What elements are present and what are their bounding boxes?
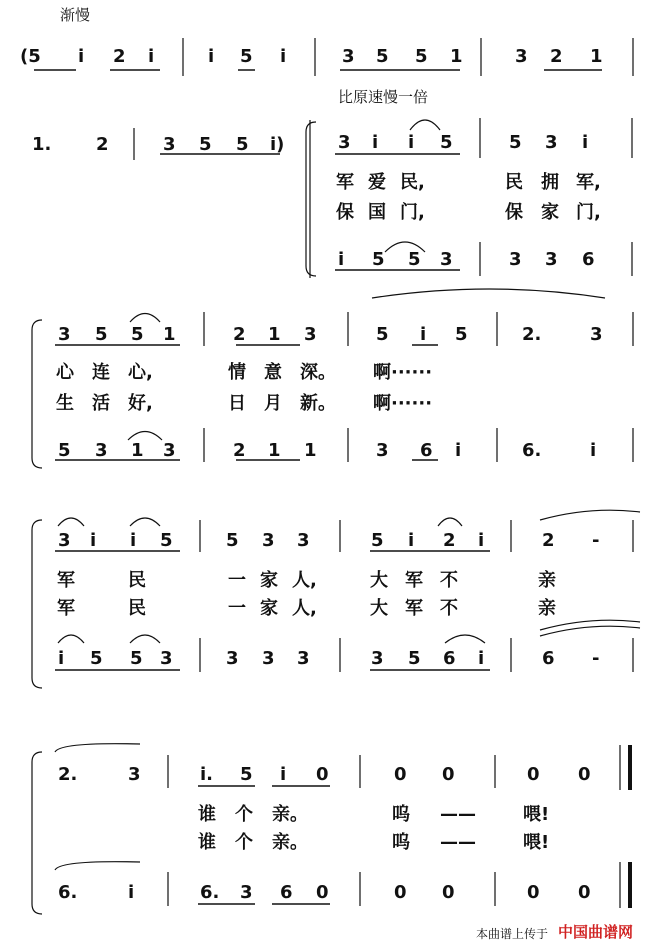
- s2-lower-note: 5: [372, 249, 385, 270]
- s4-lower-note: 3: [226, 648, 239, 669]
- s3-lyric1: 情: [228, 362, 246, 383]
- s4-lyric1: 大: [370, 570, 388, 591]
- s2-lyric2: 门,: [400, 202, 425, 223]
- s2-upper-note: i: [582, 132, 589, 153]
- s5-lyric1: 谁: [198, 804, 216, 825]
- s4-lyric1: 亲: [538, 570, 556, 591]
- s2-intro-note: 1.: [32, 134, 52, 155]
- s2-lyric1: 军,: [576, 172, 601, 193]
- s3-lyric2: 好,: [128, 393, 153, 414]
- s5-upper-note: i.: [200, 764, 214, 785]
- s4-lower-note: 6: [443, 648, 456, 669]
- s2-upper-note: i: [408, 132, 415, 153]
- s4-lyric1: 民: [128, 570, 146, 591]
- s5-lyric1: 亲。: [272, 804, 308, 825]
- s2-lyric2: 国: [368, 202, 386, 223]
- s3-upper-note: 3: [304, 324, 317, 345]
- s3-upper-note: 3: [590, 324, 603, 345]
- s2-lyric2: 家: [541, 202, 559, 223]
- s3-lower-note: 1: [131, 440, 144, 461]
- s2-lyric1: 拥: [541, 172, 559, 193]
- s3-lyric2: 活: [92, 393, 110, 414]
- s5-lower-note: 6.: [200, 882, 220, 903]
- s3-lyric2: 日: [228, 393, 246, 414]
- s4-lower-note: 3: [160, 648, 173, 669]
- s1-note: (5: [20, 46, 41, 67]
- s5-upper-note: 0: [394, 764, 407, 785]
- s3-upper-note: 1: [163, 324, 176, 345]
- s5-lower-note: 0: [527, 882, 540, 903]
- s3-lyric1: 意: [264, 362, 282, 383]
- s1-note: i: [280, 46, 287, 67]
- s3-lyric2: 新。: [300, 393, 336, 414]
- s2-lower-note: i: [338, 249, 345, 270]
- s4-lower-note: 5: [130, 648, 143, 669]
- s2-lower-note: 3: [509, 249, 522, 270]
- s3-upper-note: 5: [455, 324, 468, 345]
- s5-lyric2: 亲。: [272, 832, 308, 853]
- s4-lyric2: 家: [260, 598, 278, 619]
- s4-upper-note: 5: [371, 530, 384, 551]
- s3-lower-note: 1: [304, 440, 317, 461]
- s1-note: 3: [342, 46, 355, 67]
- s3-lower-note: 5: [58, 440, 71, 461]
- s1-note: 5: [240, 46, 253, 67]
- s4-lyric1: 人,: [292, 570, 317, 591]
- s4-lyric2: 大: [370, 598, 388, 619]
- s4-upper-note: 5: [226, 530, 239, 551]
- s2-intro-note: 5: [236, 134, 249, 155]
- s4-lyric1: 家: [260, 570, 278, 591]
- s5-lyric1: ——: [440, 804, 476, 825]
- s3-upper-note: 2.: [522, 324, 542, 345]
- s4-lyric2: 亲: [538, 598, 556, 619]
- s2-lyric2: 保: [505, 202, 523, 223]
- s1-note: 2: [113, 46, 126, 67]
- s4-lower-note: 5: [90, 648, 103, 669]
- s2-lyric2: 保: [336, 202, 354, 223]
- s4-upper-note: 2: [542, 530, 555, 551]
- s5-lower-note: 6: [280, 882, 293, 903]
- s4-lyric2: 军: [57, 598, 75, 619]
- site-logo: 中国曲谱网: [558, 923, 634, 941]
- s5-lower-note: 0: [316, 882, 329, 903]
- s5-lyric1: 个: [235, 804, 253, 825]
- s5-lyric2: 喂!: [523, 832, 550, 853]
- s5-lyric2: 个: [235, 832, 253, 853]
- s2-intro-note: 2: [96, 134, 109, 155]
- s4-lyric2: 不: [440, 598, 458, 619]
- s4-upper-note: 3: [58, 530, 71, 551]
- s4-lower-note: 3: [262, 648, 275, 669]
- s5-upper-note: 0: [442, 764, 455, 785]
- s4-upper-note: -: [592, 530, 600, 551]
- s5-upper-note: 0: [527, 764, 540, 785]
- s5-lower-note: i: [128, 882, 135, 903]
- s4-lower-note: i: [478, 648, 485, 669]
- s5-lyric1: 呜: [392, 804, 410, 825]
- s4-lower-note: -: [592, 648, 600, 669]
- s4-lyric1: 不: [440, 570, 458, 591]
- s5-lower-note: 3: [240, 882, 253, 903]
- s3-lyric2: 月: [264, 393, 282, 414]
- s2-lyric1: 民,: [400, 172, 425, 193]
- s1-note: 2: [550, 46, 563, 67]
- s5-lower-note: 0: [442, 882, 455, 903]
- s4-lower-note: 5: [408, 648, 421, 669]
- s4-upper-note: i: [130, 530, 137, 551]
- footer-credit: 本曲谱上传于: [476, 927, 549, 941]
- s4-lyric1: 军: [405, 570, 423, 591]
- s4-lyric1: 军: [57, 570, 75, 591]
- s2-upper-note: 5: [509, 132, 522, 153]
- s1-note: 5: [376, 46, 389, 67]
- s4-lower-note: 3: [371, 648, 384, 669]
- s2-upper-note: 3: [545, 132, 558, 153]
- s3-lyric1: 心: [56, 362, 74, 383]
- s3-lower-note: 3: [163, 440, 176, 461]
- s2-intro-note: 3: [163, 134, 176, 155]
- s4-lyric2: 人,: [292, 598, 317, 619]
- s3-lower-note: 3: [95, 440, 108, 461]
- s2-lower-note: 3: [440, 249, 453, 270]
- s5-upper-note: 5: [240, 764, 253, 785]
- s2-intro-note: i): [270, 134, 285, 155]
- s3-upper-note: 5: [95, 324, 108, 345]
- s3-upper-note: 3: [58, 324, 71, 345]
- s2-lower-note: 5: [408, 249, 421, 270]
- s4-lyric2: 军: [405, 598, 423, 619]
- s4-upper-note: i: [478, 530, 485, 551]
- s1-note: 5: [415, 46, 428, 67]
- s4-lyric2: 一: [228, 598, 246, 619]
- s3-lyric2: 啊······: [373, 393, 433, 414]
- s5-lyric1: 喂!: [523, 804, 550, 825]
- s3-lyric2: 生: [56, 393, 74, 414]
- s5-upper-note: 0: [578, 764, 591, 785]
- s4-upper-note: 3: [297, 530, 310, 551]
- s4-lower-note: i: [58, 648, 65, 669]
- s1-note: i: [148, 46, 155, 67]
- s3-lower-note: i: [590, 440, 597, 461]
- s4-upper-note: i: [90, 530, 97, 551]
- s2-lyric2: 门,: [576, 202, 601, 223]
- s4-lower-note: 6: [542, 648, 555, 669]
- s5-lyric2: 呜: [392, 832, 410, 853]
- s3-lyric1: 深。: [300, 362, 336, 383]
- s3-lower-note: 6: [420, 440, 433, 461]
- s5-lyric2: 谁: [198, 832, 216, 853]
- s3-lower-note: 1: [268, 440, 281, 461]
- s1-note: i: [208, 46, 215, 67]
- s3-lower-note: i: [455, 440, 462, 461]
- s4-upper-note: 5: [160, 530, 173, 551]
- s2-lyric1: 军: [336, 172, 354, 193]
- s4-lyric1: 一: [228, 570, 246, 591]
- s2-upper-note: 3: [338, 132, 351, 153]
- s5-upper-note: 0: [316, 764, 329, 785]
- tempo-change: 比原速慢一倍: [338, 88, 429, 106]
- s3-lyric1: 啊······: [373, 362, 433, 383]
- s2-lyric1: 民: [505, 172, 523, 193]
- s3-upper-note: i: [420, 324, 427, 345]
- s4-upper-note: 3: [262, 530, 275, 551]
- s3-upper-note: 5: [131, 324, 144, 345]
- s5-upper-note: i: [280, 764, 287, 785]
- s3-lower-note: 2: [233, 440, 246, 461]
- s3-upper-note: 2: [233, 324, 246, 345]
- s4-lyric2: 民: [128, 598, 146, 619]
- s4-upper-note: i: [408, 530, 415, 551]
- s2-upper-note: 5: [440, 132, 453, 153]
- s5-lower-note: 0: [394, 882, 407, 903]
- s2-upper-note: i: [372, 132, 379, 153]
- s3-lower-note: 3: [376, 440, 389, 461]
- s3-lyric1: 连: [92, 362, 110, 383]
- s3-lower-note: 6.: [522, 440, 542, 461]
- s2-lower-note: 6: [582, 249, 595, 270]
- tempo-mark: 渐慢: [60, 6, 91, 24]
- s1-note: 1: [590, 46, 603, 67]
- s2-lower-note: 3: [545, 249, 558, 270]
- s1-note: i: [78, 46, 85, 67]
- s3-upper-note: 1: [268, 324, 281, 345]
- s3-upper-note: 5: [376, 324, 389, 345]
- s5-lower-note: 0: [578, 882, 591, 903]
- s1-note: 3: [515, 46, 528, 67]
- s4-lower-note: 3: [297, 648, 310, 669]
- s1-note: 1: [450, 46, 463, 67]
- s5-upper-note: 3: [128, 764, 141, 785]
- s2-lyric1: 爱: [368, 172, 386, 193]
- s5-lyric2: ——: [440, 832, 476, 853]
- s5-upper-note: 2.: [58, 764, 78, 785]
- s3-lyric1: 心,: [128, 362, 153, 383]
- s4-upper-note: 2: [443, 530, 456, 551]
- s5-lower-note: 6.: [58, 882, 78, 903]
- s2-intro-note: 5: [199, 134, 212, 155]
